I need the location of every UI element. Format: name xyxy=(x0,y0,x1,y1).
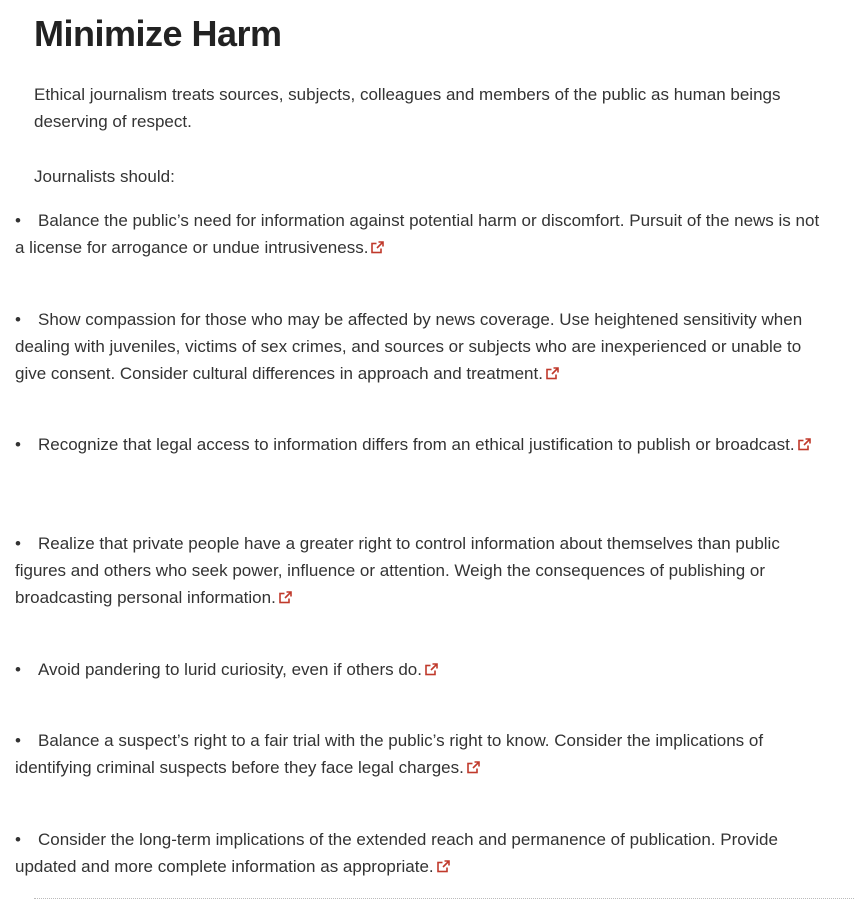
external-link-icon[interactable] xyxy=(371,235,384,262)
list-item xyxy=(15,306,820,388)
list-item-text: Realize that private people have a greater right to control information about themselves than public figures and others who seek power, influence or attention. Weigh the consequences of publishing or broadcasting personal information. xyxy=(15,534,780,607)
list-item-text: Balance the public’s need for information against potential harm or discomfort. Pursuit of the news is not a license for arrogance or undue intrusiveness. xyxy=(15,211,820,257)
page-title: Minimize Harm xyxy=(34,13,282,54)
external-link-icon[interactable] xyxy=(279,585,292,612)
list-item xyxy=(15,656,820,684)
list-item xyxy=(15,530,820,612)
external-link-icon[interactable] xyxy=(437,854,450,881)
bullet-icon: • xyxy=(15,830,21,849)
list-item-text: Consider the long-term implications of the extended reach and permanence of publication. Provide updated and more complete information as appropriate. xyxy=(15,830,778,876)
external-link-icon[interactable] xyxy=(546,361,559,388)
list-item xyxy=(15,431,820,459)
bullet-icon: • xyxy=(15,534,21,553)
list-item-text: Balance a suspect’s right to a fair trial with the public’s right to know. Consider the implications of identifying criminal suspects before they face legal charges. xyxy=(15,731,764,777)
bullet-icon: • xyxy=(15,731,21,750)
bullet-icon: • xyxy=(15,310,21,329)
bullet-icon: • xyxy=(15,660,21,679)
list-item-text: Show compassion for those who may be affected by news coverage. Use heightened sensitivity when dealing with juveniles, victims of sex crimes, and sources or subjects who are inexperienced or unable to give consent. Consider cultural differences in approach and treatment. xyxy=(15,310,803,383)
section-divider xyxy=(34,898,854,899)
bullet-icon: • xyxy=(15,211,21,230)
bullet-icon: • xyxy=(15,435,21,454)
list-item-text: Recognize that legal access to information differs from an ethical justification to publish or broadcast. xyxy=(38,435,795,454)
external-link-icon[interactable] xyxy=(467,755,480,782)
list-item xyxy=(15,207,820,262)
article-section xyxy=(34,14,854,190)
external-link-icon[interactable] xyxy=(798,432,811,459)
external-link-icon[interactable] xyxy=(425,657,438,684)
list-item xyxy=(15,826,820,881)
intro-paragraph: Ethical journalism treats sources, subjects, colleagues and members of the public as human beings deserving of respect. xyxy=(34,85,781,131)
list-item xyxy=(15,727,820,782)
lead-text: Journalists should: xyxy=(34,167,175,186)
list-item-text: Avoid pandering to lurid curiosity, even if others do. xyxy=(38,660,422,679)
